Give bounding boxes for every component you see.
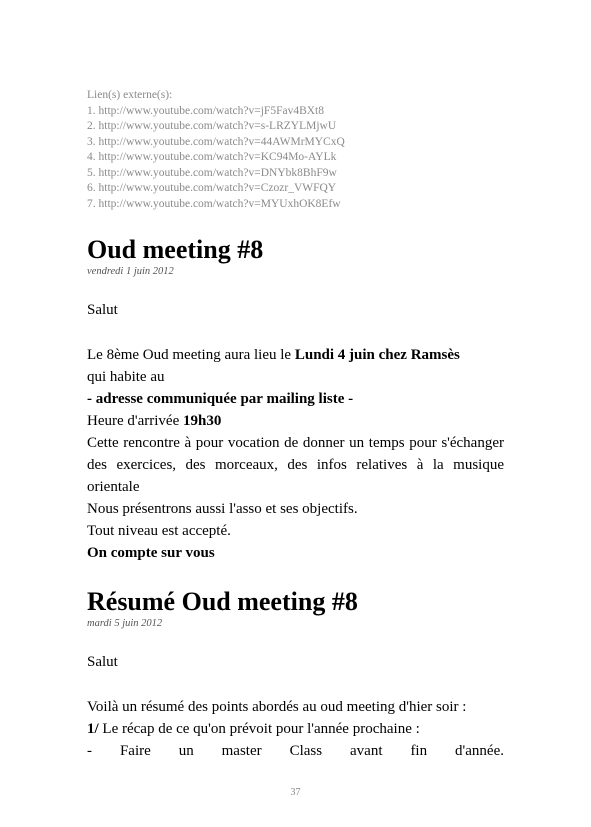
announcement-text: Le 8ème Oud meeting aura lieu le — [87, 347, 295, 363]
post-title: Oud meeting #8 — [87, 235, 264, 264]
meeting-announcement — [87, 344, 504, 366]
arrival-label: Heure d'arrivée — [87, 413, 183, 429]
summary-item — [87, 718, 504, 740]
post-body — [87, 344, 504, 564]
arrival-time: 19h30 — [182, 413, 222, 429]
asso-line: Nous présentrons aussi l'asso et ses objectifs. — [87, 501, 358, 517]
post-greeting: Salut — [87, 302, 118, 318]
link-item[interactable]: 6. http://www.youtube.com/watch?v=Czozr_VWFQY — [87, 182, 337, 194]
bullet-word: master — [221, 743, 262, 759]
bullet-word: - — [87, 743, 92, 759]
bullet-word: un — [178, 743, 194, 759]
external-links — [87, 88, 504, 212]
summary-intro: Voilà un résumé des points abordés au oud meeting d'hier soir : — [87, 699, 467, 715]
address-intro: qui habite au — [87, 369, 165, 385]
links-heading: Lien(s) externe(s): — [87, 89, 173, 101]
meeting-date-location: Lundi 4 juin chez Ramsès — [294, 347, 460, 363]
post-date: mardi 5 juin 2012 — [87, 618, 163, 629]
post-greeting: Salut — [87, 654, 118, 670]
item-text: Le récap de ce qu'on prévoit pour l'année prochaine : — [98, 721, 420, 737]
link-item[interactable]: 2. http://www.youtube.com/watch?v=s-LRZYLMjwU — [87, 120, 337, 132]
level-line: Tout niveau est accepté. — [87, 523, 231, 539]
link-item[interactable]: 7. http://www.youtube.com/watch?v=MYUxhOK8Efw — [87, 197, 341, 210]
bullet-word: Class — [289, 743, 323, 759]
arrival-line — [87, 410, 504, 432]
purpose-paragraph: Cette rencontre à pour vocation de donner un temps pour s'échanger des exercices, des morceaux, des infos relatives à la musique orientale — [87, 435, 504, 495]
item-number: 1/ — [87, 721, 99, 737]
bullet-word: Faire — [119, 743, 151, 759]
page-content — [87, 88, 504, 762]
link-item[interactable]: 4. http://www.youtube.com/watch?v=KC94Mo-AYLk — [87, 151, 337, 163]
link-item[interactable]: 5. http://www.youtube.com/watch?v=DNYbk8BhF9w — [87, 166, 337, 179]
post-date: vendredi 1 juin 2012 — [87, 266, 174, 277]
link-item[interactable]: 3. http://www.youtube.com/watch?v=44AWMrMYCxQ — [87, 135, 345, 148]
post-body — [87, 696, 504, 762]
post-title: Résumé Oud meeting #8 — [87, 587, 358, 616]
address-line: - adresse communiquée par mailing liste - — [87, 391, 354, 407]
closing-line: On compte sur vous — [87, 545, 215, 561]
bullet-word: avant — [350, 743, 383, 759]
bullet-word: d'année. — [455, 743, 504, 759]
page-number: 37 — [290, 787, 301, 798]
bullet-line — [87, 740, 504, 762]
link-item[interactable]: 1. http://www.youtube.com/watch?v=jF5Fav4BXt8 — [87, 104, 324, 117]
bullet-word: fin — [410, 743, 428, 759]
